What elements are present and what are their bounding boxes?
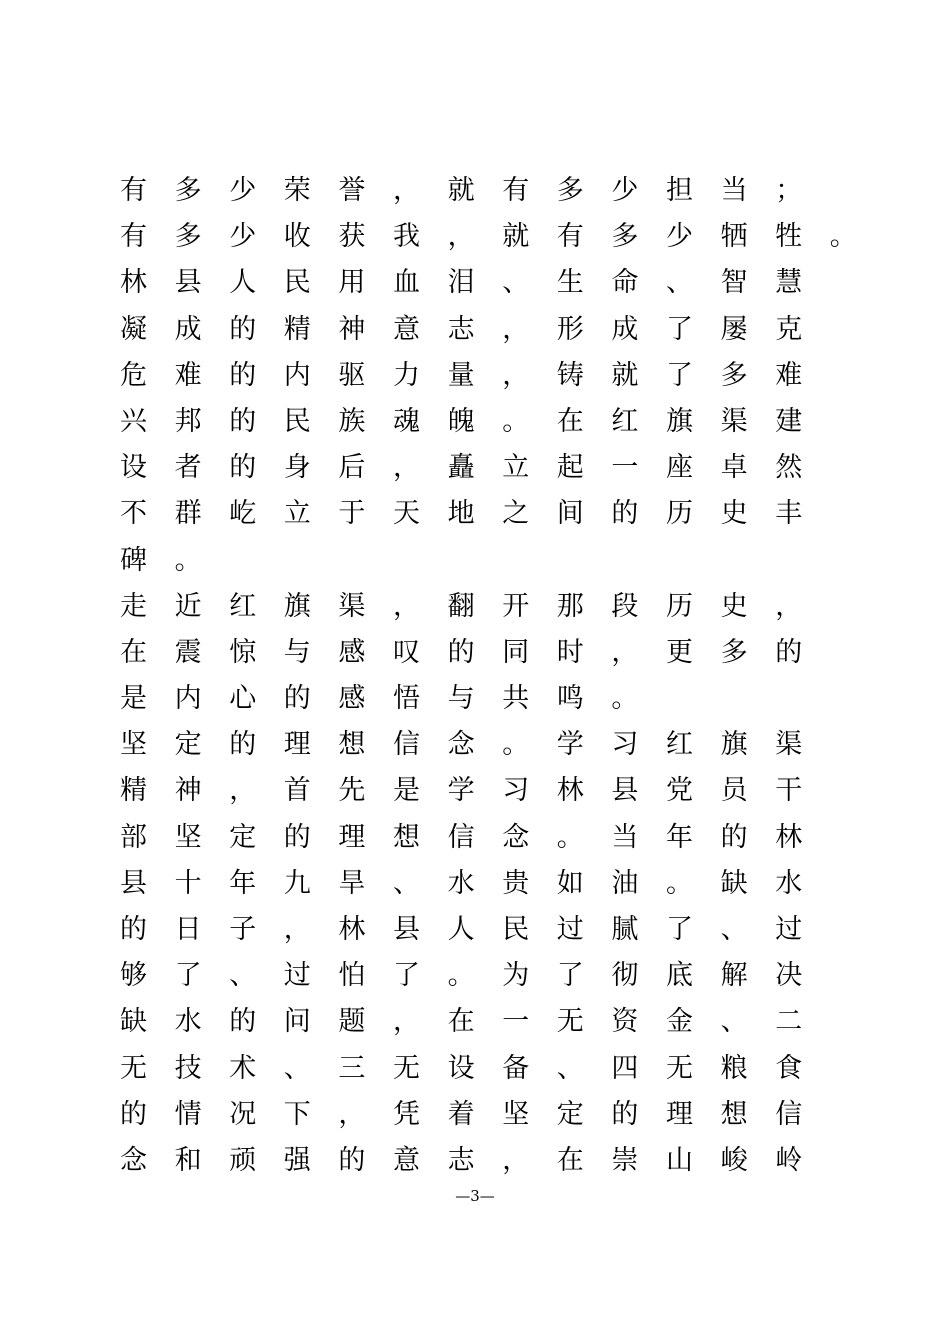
text-line: 念和顽强的意志，在崇山峻岭 xyxy=(120,1144,830,1176)
text-line: 有多少荣誉，就有多少担当； xyxy=(120,175,830,206)
text-line: 设者的身后，矗立起一座卓然 xyxy=(120,452,830,484)
text-line: 的情况下，凭着坚定的理想信 xyxy=(120,1098,830,1130)
text-line: 够了、过怕了。为了彻底解决 xyxy=(120,960,830,992)
text-line: 精神，首先是学习林县党员干 xyxy=(120,775,830,807)
text-line: 坚定的理想信念。学习红旗渠 xyxy=(120,729,830,761)
text-line: 林县人民用血泪、生命、智慧 xyxy=(120,267,830,299)
text-line: 危难的内驱力量，铸就了多难 xyxy=(120,359,830,391)
text-line: 在震惊与感叹的同时，更多的 xyxy=(120,636,830,668)
text-line: 有多少收获我，就有多少牺牲。 xyxy=(120,221,885,253)
text-line: 不群屹立于天地之间的历史丰 xyxy=(120,498,830,530)
text-line: 凝成的精神意志，形成了屡克 xyxy=(120,313,830,345)
text-line: 县十年九旱、水贵如油。缺水 xyxy=(120,867,830,899)
body-text xyxy=(120,168,885,1184)
text-line: 的日子，林县人民过腻了、过 xyxy=(120,914,830,945)
text-line: 无技术、三无设备、四无粮食 xyxy=(120,1052,830,1084)
text-line: 碑。 xyxy=(120,544,230,576)
page-number: —3— xyxy=(455,1187,495,1205)
text-line: 兴邦的民族魂魄。在红旗渠建 xyxy=(120,405,830,437)
text-line: 缺水的问题，在一无资金、二 xyxy=(120,1006,830,1038)
text-line: 部坚定的理想信念。当年的林 xyxy=(120,821,830,853)
text-line: 是内心的感悟与共鸣。 xyxy=(120,683,666,715)
text-line: 走近红旗渠，翻开那段历史， xyxy=(120,590,830,622)
